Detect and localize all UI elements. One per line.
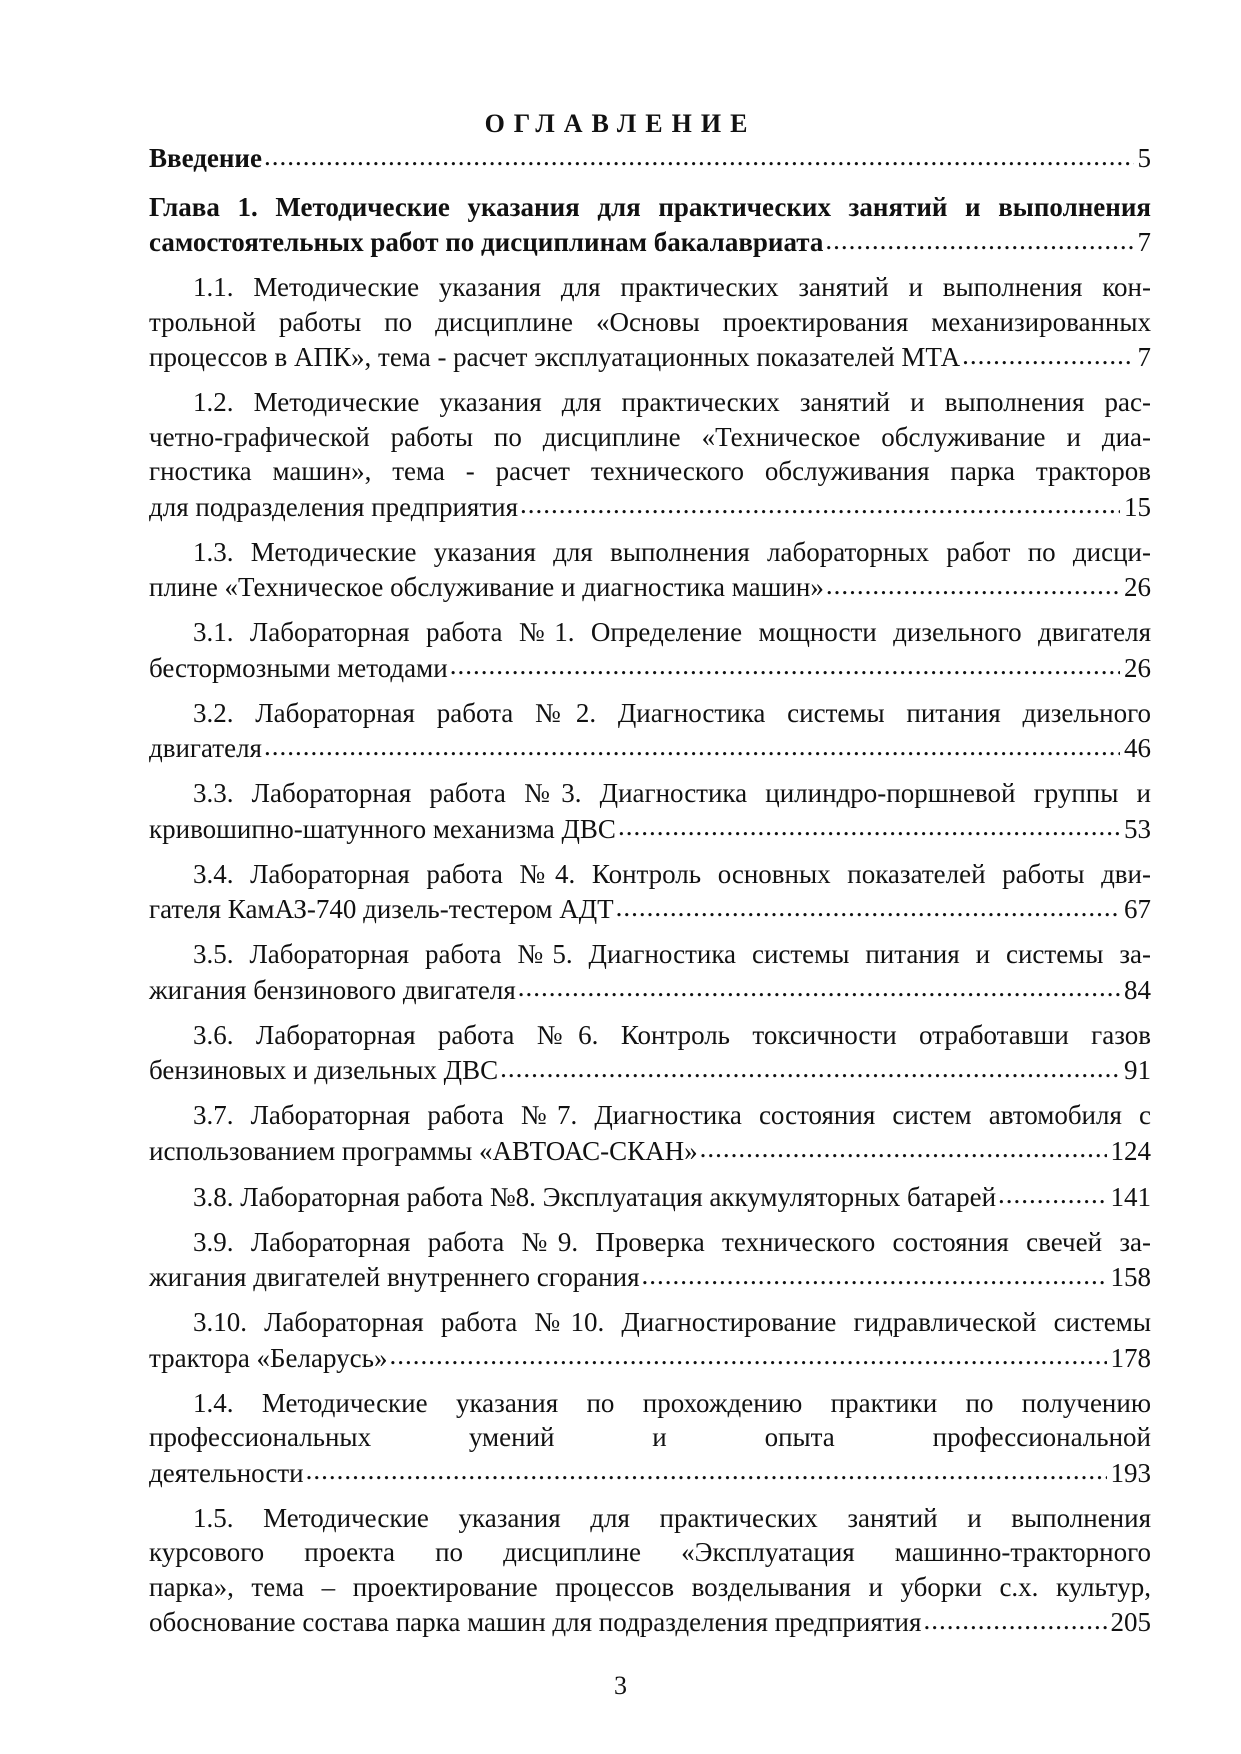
toc-entry-text: бестормозными методами (149, 652, 448, 683)
toc-entry-line: 3.4. Лабораторная работа №4. Контроль основных показателей работы дви- (193, 858, 1151, 889)
toc-entry-line: 3.3. Лабораторная работа №3. Диагностика цилиндро-поршневой группы и (193, 778, 1151, 808)
toc-entry-line: 1.1. Методические указания для практических занятий и выполнения кон- (193, 272, 1151, 302)
toc-page-number: 15 (1124, 491, 1151, 522)
toc-entry-text: кривошипно-шатунного механизма ДВС (149, 813, 616, 844)
toc-entry-text: 3.8. Лабораторная работа №8. Эксплуатация аккумуляторных батарей (193, 1181, 997, 1212)
table-of-contents (149, 140, 1151, 1650)
toc-page-number: 7 (1137, 227, 1151, 257)
toc-page-number: 5 (1137, 143, 1151, 173)
dot-leader (825, 224, 1133, 251)
toc-entry[interactable] (149, 1386, 1151, 1491)
toc-entry[interactable] (149, 140, 1151, 176)
dot-leader (520, 489, 1120, 516)
toc-page-number: 124 (1110, 1135, 1151, 1166)
toc-entry-line: 3.9. Лабораторная работа №9. Проверка технического состояния свечей за- (193, 1226, 1151, 1257)
toc-page-number: 67 (1124, 894, 1151, 924)
toc-entry[interactable] (149, 1305, 1151, 1375)
toc-page-number: 26 (1124, 572, 1151, 602)
toc-entry-line: курсового проекта по дисциплине «Эксплуатация машинно-тракторного (149, 1537, 1151, 1567)
toc-page-number: 7 (1137, 342, 1151, 372)
toc-page-number: 141 (1110, 1181, 1151, 1212)
toc-page-number: 46 (1124, 733, 1151, 763)
toc-page-number: 158 (1110, 1262, 1151, 1292)
dot-leader (306, 1455, 1107, 1482)
toc-entry-line: гностика машин», тема - расчет технического обслуживания парка тракторов (149, 456, 1151, 486)
toc-entry-line: профессиональных умений и опыта профессиональной (149, 1422, 1151, 1452)
toc-entry-line: трольной работы по дисциплине «Основы проектирования механизированных (149, 306, 1151, 337)
toc-entry[interactable] (149, 1225, 1151, 1295)
dot-leader (923, 1604, 1106, 1631)
toc-entry[interactable] (149, 615, 1151, 685)
toc-entry-line: 1.2. Методические указания для практических занятий и выполнения рас- (193, 387, 1151, 417)
toc-entry-line: Глава 1. Методические указания для практических занятий и выполнения (149, 191, 1151, 222)
toc-page-number: 26 (1124, 652, 1151, 683)
toc-entry[interactable] (149, 937, 1151, 1007)
toc-entry-line: 1.5. Методические указания для практических занятий и выполнения (193, 1502, 1151, 1533)
toc-entry[interactable] (149, 270, 1151, 375)
toc-entry-line: 1.4. Методические указания по прохождению практики по получению (193, 1387, 1151, 1418)
toc-entry-text: обоснование состава парка машин для подразделения предприятия (149, 1607, 922, 1637)
dot-leader (500, 1052, 1120, 1079)
toc-entry-line: 3.10. Лабораторная работа №10. Диагностирование гидравлической системы (193, 1307, 1151, 1337)
toc-entry[interactable] (149, 857, 1151, 927)
toc-entry-text: самостоятельных работ по дисциплинам бакалавриата (149, 227, 824, 257)
toc-entry-line: 3.1. Лабораторная работа №1. Определение мощности дизельного двигателя (193, 617, 1151, 647)
toc-entry-line: 1.3. Методические указания для выполнения лабораторных работ по дисци- (193, 536, 1151, 567)
dot-leader (700, 1133, 1107, 1160)
toc-entry-text: деятельности (149, 1457, 304, 1488)
toc-entry-line: четно-графической работы по дисциплине «Техническое обслуживание и диа- (149, 421, 1151, 452)
toc-entry-text: Введение (149, 143, 262, 173)
toc-entry-line: 3.7. Лабораторная работа №7. Диагностика состояния систем автомобиля с (193, 1100, 1151, 1130)
dot-leader (998, 1179, 1106, 1206)
toc-entry-text: гателя КамАЗ-740 дизель-тестером АДТ (149, 894, 614, 924)
toc-entry[interactable] (149, 190, 1151, 260)
toc-entry-text: плине «Техническое обслуживание и диагностика машин» (149, 572, 824, 602)
toc-entry-text: процессов в АПК», тема - расчет эксплуатационных показателей МТА (149, 342, 961, 372)
toc-entry-text: жигания бензинового двигателя (149, 974, 516, 1005)
toc-page-number: 193 (1110, 1457, 1151, 1488)
page-number: 3 (614, 1671, 627, 1700)
dot-leader (826, 569, 1120, 596)
toc-entry[interactable] (149, 535, 1151, 605)
toc-entry-line: 3.6. Лабораторная работа №6. Контроль токсичности отработавши газов (193, 1019, 1151, 1050)
toc-entry[interactable] (149, 1098, 1151, 1168)
toc-page-number: 53 (1124, 813, 1151, 844)
dot-leader (616, 891, 1120, 918)
toc-page-number: 178 (1110, 1342, 1151, 1373)
dot-leader (450, 650, 1120, 677)
dot-leader (962, 339, 1133, 366)
toc-entry-text: жигания двигателей внутреннего сгорания (149, 1262, 640, 1292)
toc-entry[interactable] (149, 1179, 1151, 1215)
toc-entry-line: 3.5. Лабораторная работа №5. Диагностика системы питания и системы за- (193, 939, 1151, 969)
toc-entry-line: 3.2. Лабораторная работа №2. Диагностика системы питания дизельного (193, 697, 1151, 728)
toc-entry-line: парка», тема – проектирование процессов возделывания и уборки с.х. культур, (149, 1571, 1151, 1602)
dot-leader (389, 1340, 1106, 1367)
toc-entry[interactable] (149, 1501, 1151, 1640)
toc-entry-text: трактора «Беларусь» (149, 1342, 388, 1373)
toc-entry-text: двигателя (149, 733, 262, 763)
dot-leader (264, 730, 1120, 757)
toc-page-number: 84 (1124, 974, 1151, 1005)
toc-entry[interactable] (149, 776, 1151, 846)
toc-entry[interactable] (149, 385, 1151, 524)
toc-entry-text: использованием программы «АВТОАС-СКАН» (149, 1135, 698, 1166)
dot-leader (264, 140, 1134, 167)
toc-entry[interactable] (149, 696, 1151, 766)
dot-leader (618, 811, 1120, 838)
toc-entry[interactable] (149, 1018, 1151, 1088)
toc-title: ОГЛАВЛЕНИЕ (484, 109, 757, 138)
toc-page-number: 91 (1124, 1055, 1151, 1085)
toc-entry-text: бензиновых и дизельных ДВС (149, 1055, 499, 1085)
toc-page-number: 205 (1110, 1607, 1151, 1637)
dot-leader (518, 972, 1120, 999)
toc-entry-text: для подразделения предприятия (149, 491, 518, 522)
dot-leader (642, 1259, 1107, 1286)
